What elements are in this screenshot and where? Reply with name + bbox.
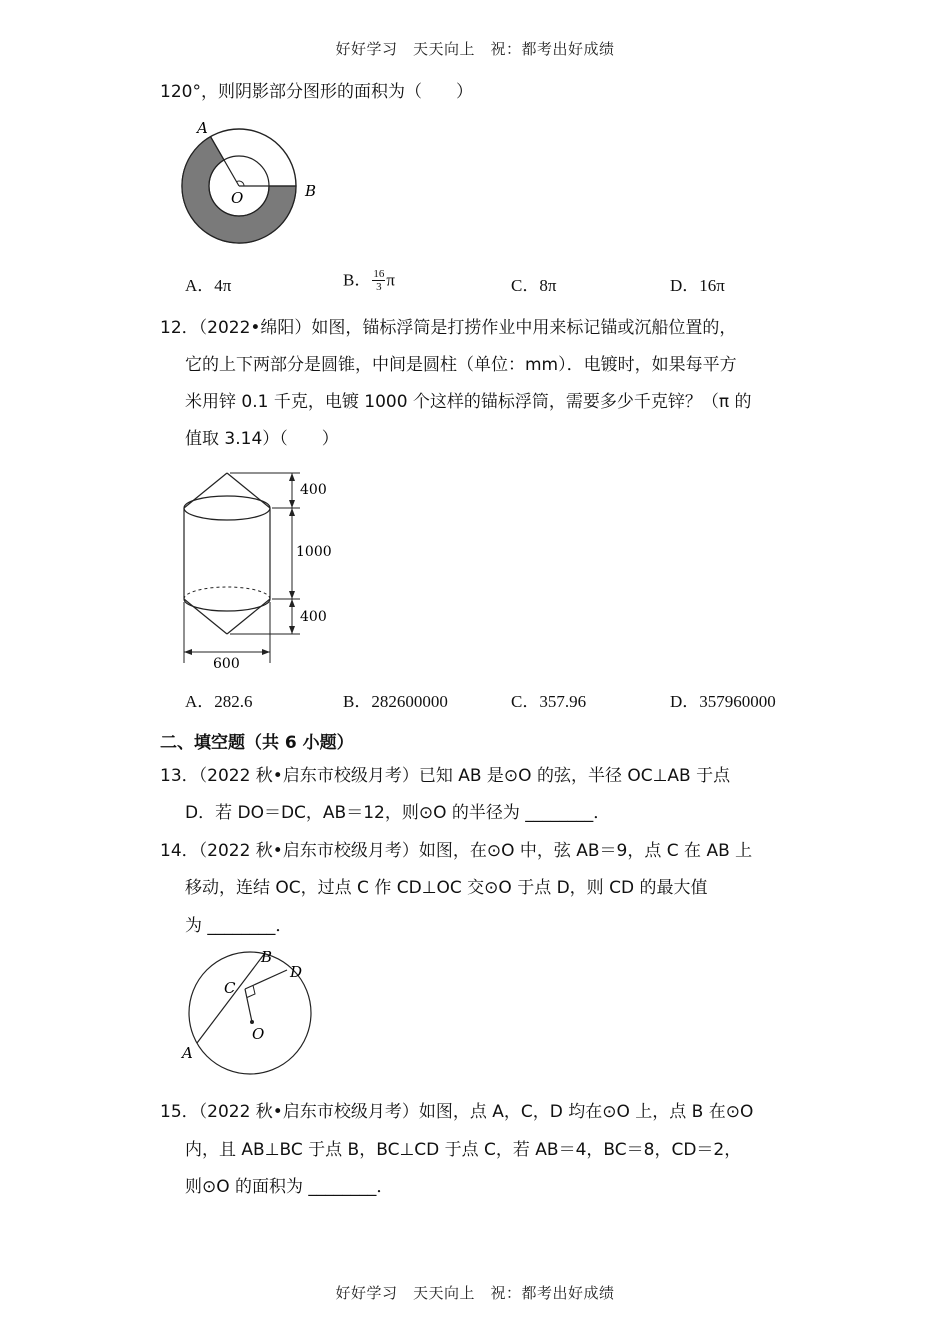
top-cone-right xyxy=(227,473,270,508)
q14-line-2: 移动，连结 OC，过点 C 作 CD⊥OC 交⊙O 于点 D，则 CD 的最大值 xyxy=(185,878,708,898)
q13-line-1: 13．（2022 秋•启东市校级月考）已知 AB 是⊙O 的弦，半径 OC⊥AB 于点 xyxy=(160,766,731,786)
top-ellipse xyxy=(184,496,270,520)
label-b: B xyxy=(261,948,273,966)
q12-option-a: A．282.6 xyxy=(185,692,253,711)
dim-bottom-label: 400 xyxy=(300,609,327,625)
page-header: 好好学习 天天向上 祝：都考出好成绩 xyxy=(335,40,615,58)
bottom-cone-left xyxy=(184,599,227,634)
q11-option-b-fraction xyxy=(372,268,385,293)
q12-buoy-figure xyxy=(175,468,355,678)
q12-option-c: C．357.96 xyxy=(511,692,587,711)
q14-circle-figure xyxy=(175,945,325,1075)
fraction-denominator: 3 xyxy=(376,281,382,293)
q14-line-1: 14．（2022 秋•启东市校级月考）如图，在⊙O 中，弦 AB＝9，点 C 在 AB 上 xyxy=(160,841,753,861)
q12-line-3: 米用锌 0.1 千克，电镀 1000 个这样的锚标浮筒，需要多少千克锌？（π 的 xyxy=(185,392,752,412)
q11-annulus-figure xyxy=(175,115,315,255)
bottom-ellipse-back xyxy=(184,587,270,599)
segment-cd xyxy=(245,970,287,989)
label-d: D xyxy=(290,963,303,981)
dim-top-label: 400 xyxy=(300,482,327,498)
label-c: C xyxy=(224,979,236,997)
dim-width-label: 600 xyxy=(213,656,240,672)
q11-option-b-suffix: π xyxy=(386,270,395,290)
label-b: B xyxy=(305,182,317,200)
bottom-cone-right xyxy=(227,599,270,634)
center-dot xyxy=(250,1020,254,1024)
q15-line-1: 15．（2022 秋•启东市校级月考）如图，点 A，C，D 均在⊙O 上，点 B 在⊙O xyxy=(160,1102,754,1122)
q11-option-d: D．16π xyxy=(670,276,725,295)
label-o: O xyxy=(231,189,244,207)
q12-line-4: 值取 3.14）（ ） xyxy=(185,429,339,449)
q12-line-1: 12．（2022•绵阳）如图，锚标浮筒是打捞作业中用来标记锚或沉船位置的， xyxy=(160,318,737,338)
label-o: O xyxy=(252,1025,265,1043)
q11-option-a: A．4π xyxy=(185,276,232,295)
q11-option-b-prefix: B． xyxy=(343,270,372,290)
q12-option-d: D．357960000 xyxy=(670,692,776,711)
label-a: A xyxy=(182,1044,193,1062)
top-cone-left xyxy=(184,473,227,508)
q15-line-2: 内，且 AB⊥BC 于点 B，BC⊥CD 于点 C，若 AB＝4，BC＝8，CD＝2， xyxy=(185,1140,742,1160)
page-footer: 好好学习 天天向上 祝：都考出好成绩 xyxy=(335,1284,615,1302)
q14-line-3: 为 ________． xyxy=(185,916,293,936)
label-a: A xyxy=(197,119,208,137)
q11-option-c: C．8π xyxy=(511,276,557,295)
q15-line-3: 则⊙O 的面积为 ________． xyxy=(185,1177,394,1197)
q11-option-b xyxy=(343,268,395,293)
segment-oc xyxy=(245,989,252,1022)
q12-option-b: B．282600000 xyxy=(343,692,448,711)
section-title: 二、填空题（共 6 小题） xyxy=(160,733,354,753)
dim-mid-label: 1000 xyxy=(296,544,332,560)
q12-line-2: 它的上下两部分是圆锥，中间是圆柱（单位：mm）．电镀时，如果每平方 xyxy=(185,355,737,375)
q13-line-2: D．若 DO＝DC，AB＝12，则⊙O 的半径为 ________． xyxy=(185,803,611,823)
q11-text: 120°，则阴影部分图形的面积为（ ） xyxy=(160,82,473,102)
fraction-numerator: 16 xyxy=(373,268,385,280)
